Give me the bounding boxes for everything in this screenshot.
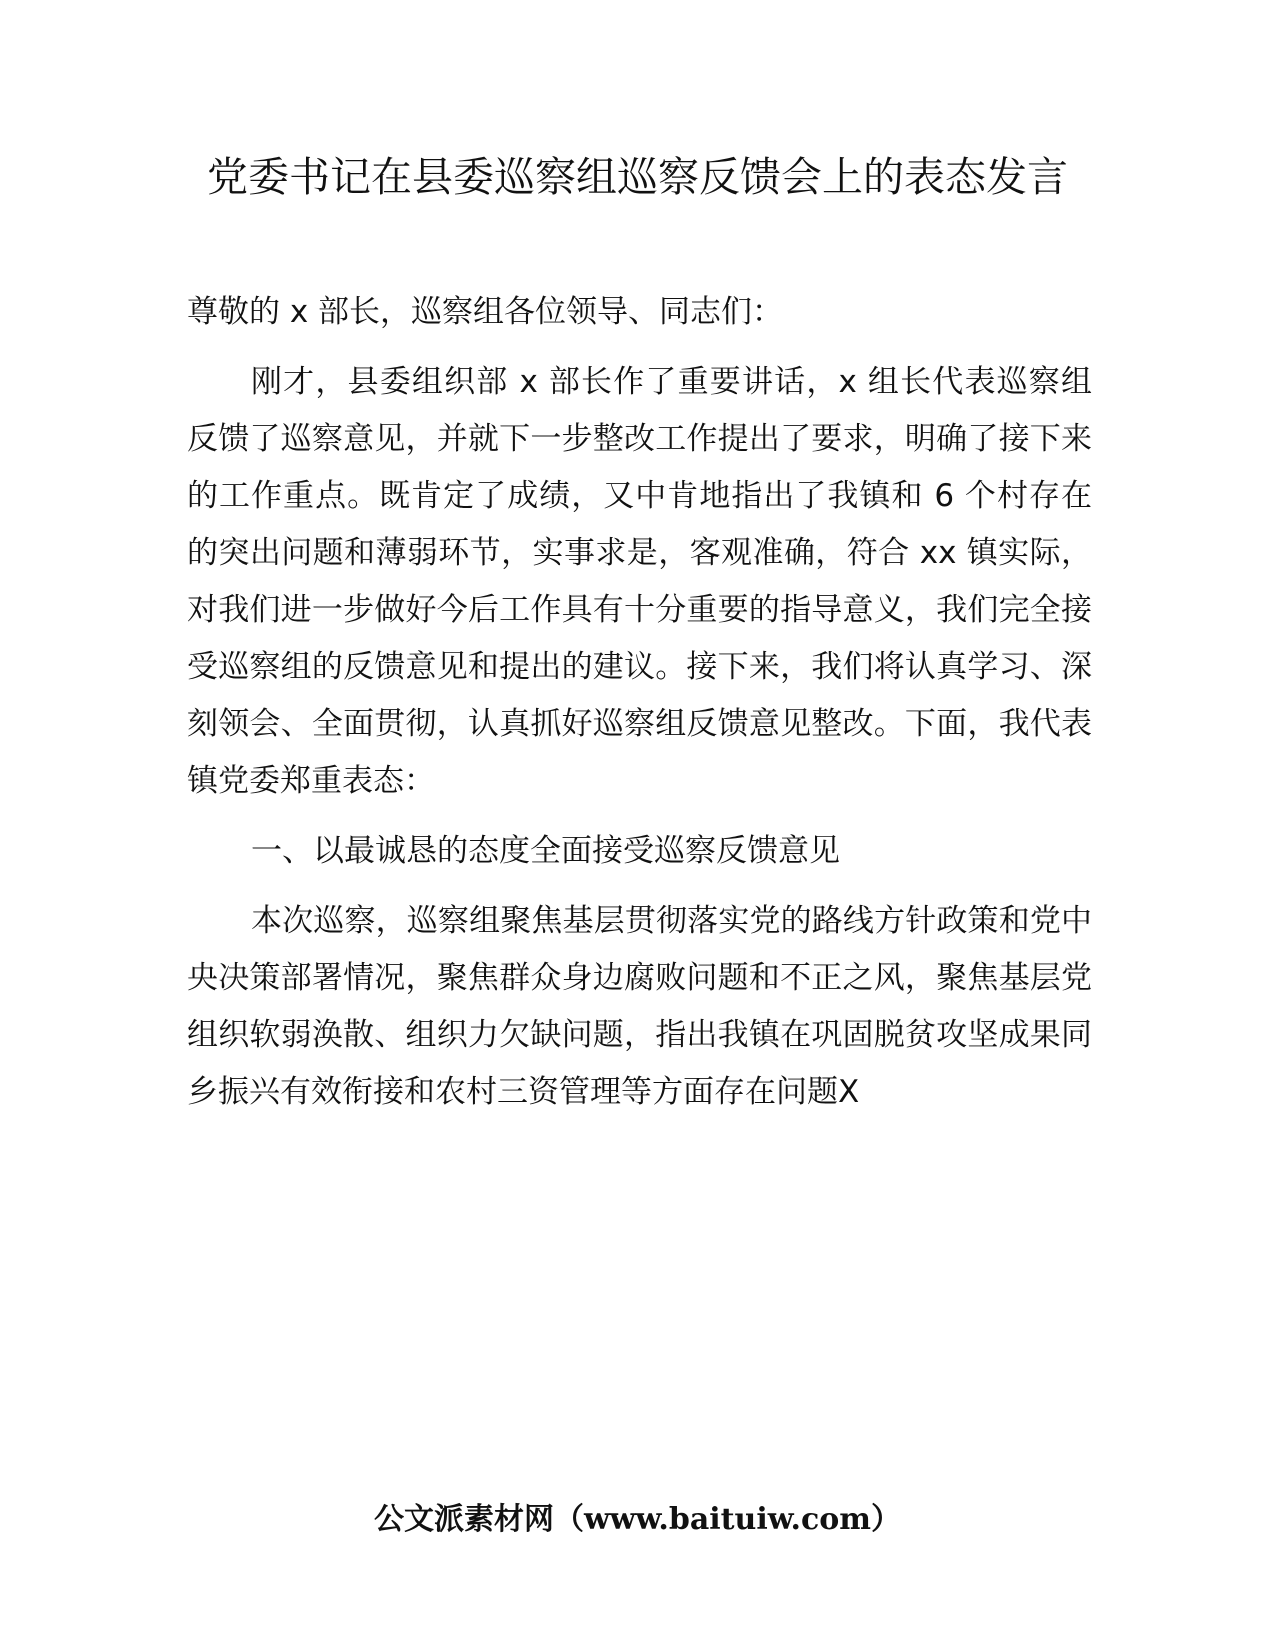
document-body <box>187 284 1092 1121</box>
document-title: 党委书记在县委巡察组巡察反馈会上的表态发言 <box>207 153 1068 201</box>
paragraph-2: 本次巡察，巡察组聚焦基层贯彻落实党的路线方针政策和党中央决策部署情况，聚焦群众身边腐败问题和不正之风，聚焦基层党组织软弱涣散、组织力欠缺问题，指出我镇在巩固脱贫攻坚成果同乡振兴有效衔接和农村三资管理等方面存在问题X <box>187 903 1092 1110</box>
salutation: 尊敬的 x 部长，巡察组各位领导、同志们： <box>187 294 784 330</box>
paragraph-1: 刚才，县委组织部 x 部长作了重要讲话，x 组长代表巡察组反馈了巡察意见，并就下一步整改工作提出了要求，明确了接下来的工作重点。既肯定了成绩，又中肯地指出了我镇和 6 个村存在的突出问题和薄弱环节，实事求是，客观准确，符合 xx 镇实际，对我们进一步做好今后工作具有十分重要的指导意义，我们完全接受巡察组的反馈意见和提出的建议。接下来，我们将认真学习、深刻领会、全面贯彻，认真抓好巡察组反馈意见整改。下面，我代表镇党委郑重表态： <box>187 364 1092 799</box>
footer-watermark: 公文派素材网（www.baituiw.com） <box>373 1502 902 1537</box>
section-heading-1: 一、以最诚恳的态度全面接受巡察反馈意见 <box>251 833 840 869</box>
